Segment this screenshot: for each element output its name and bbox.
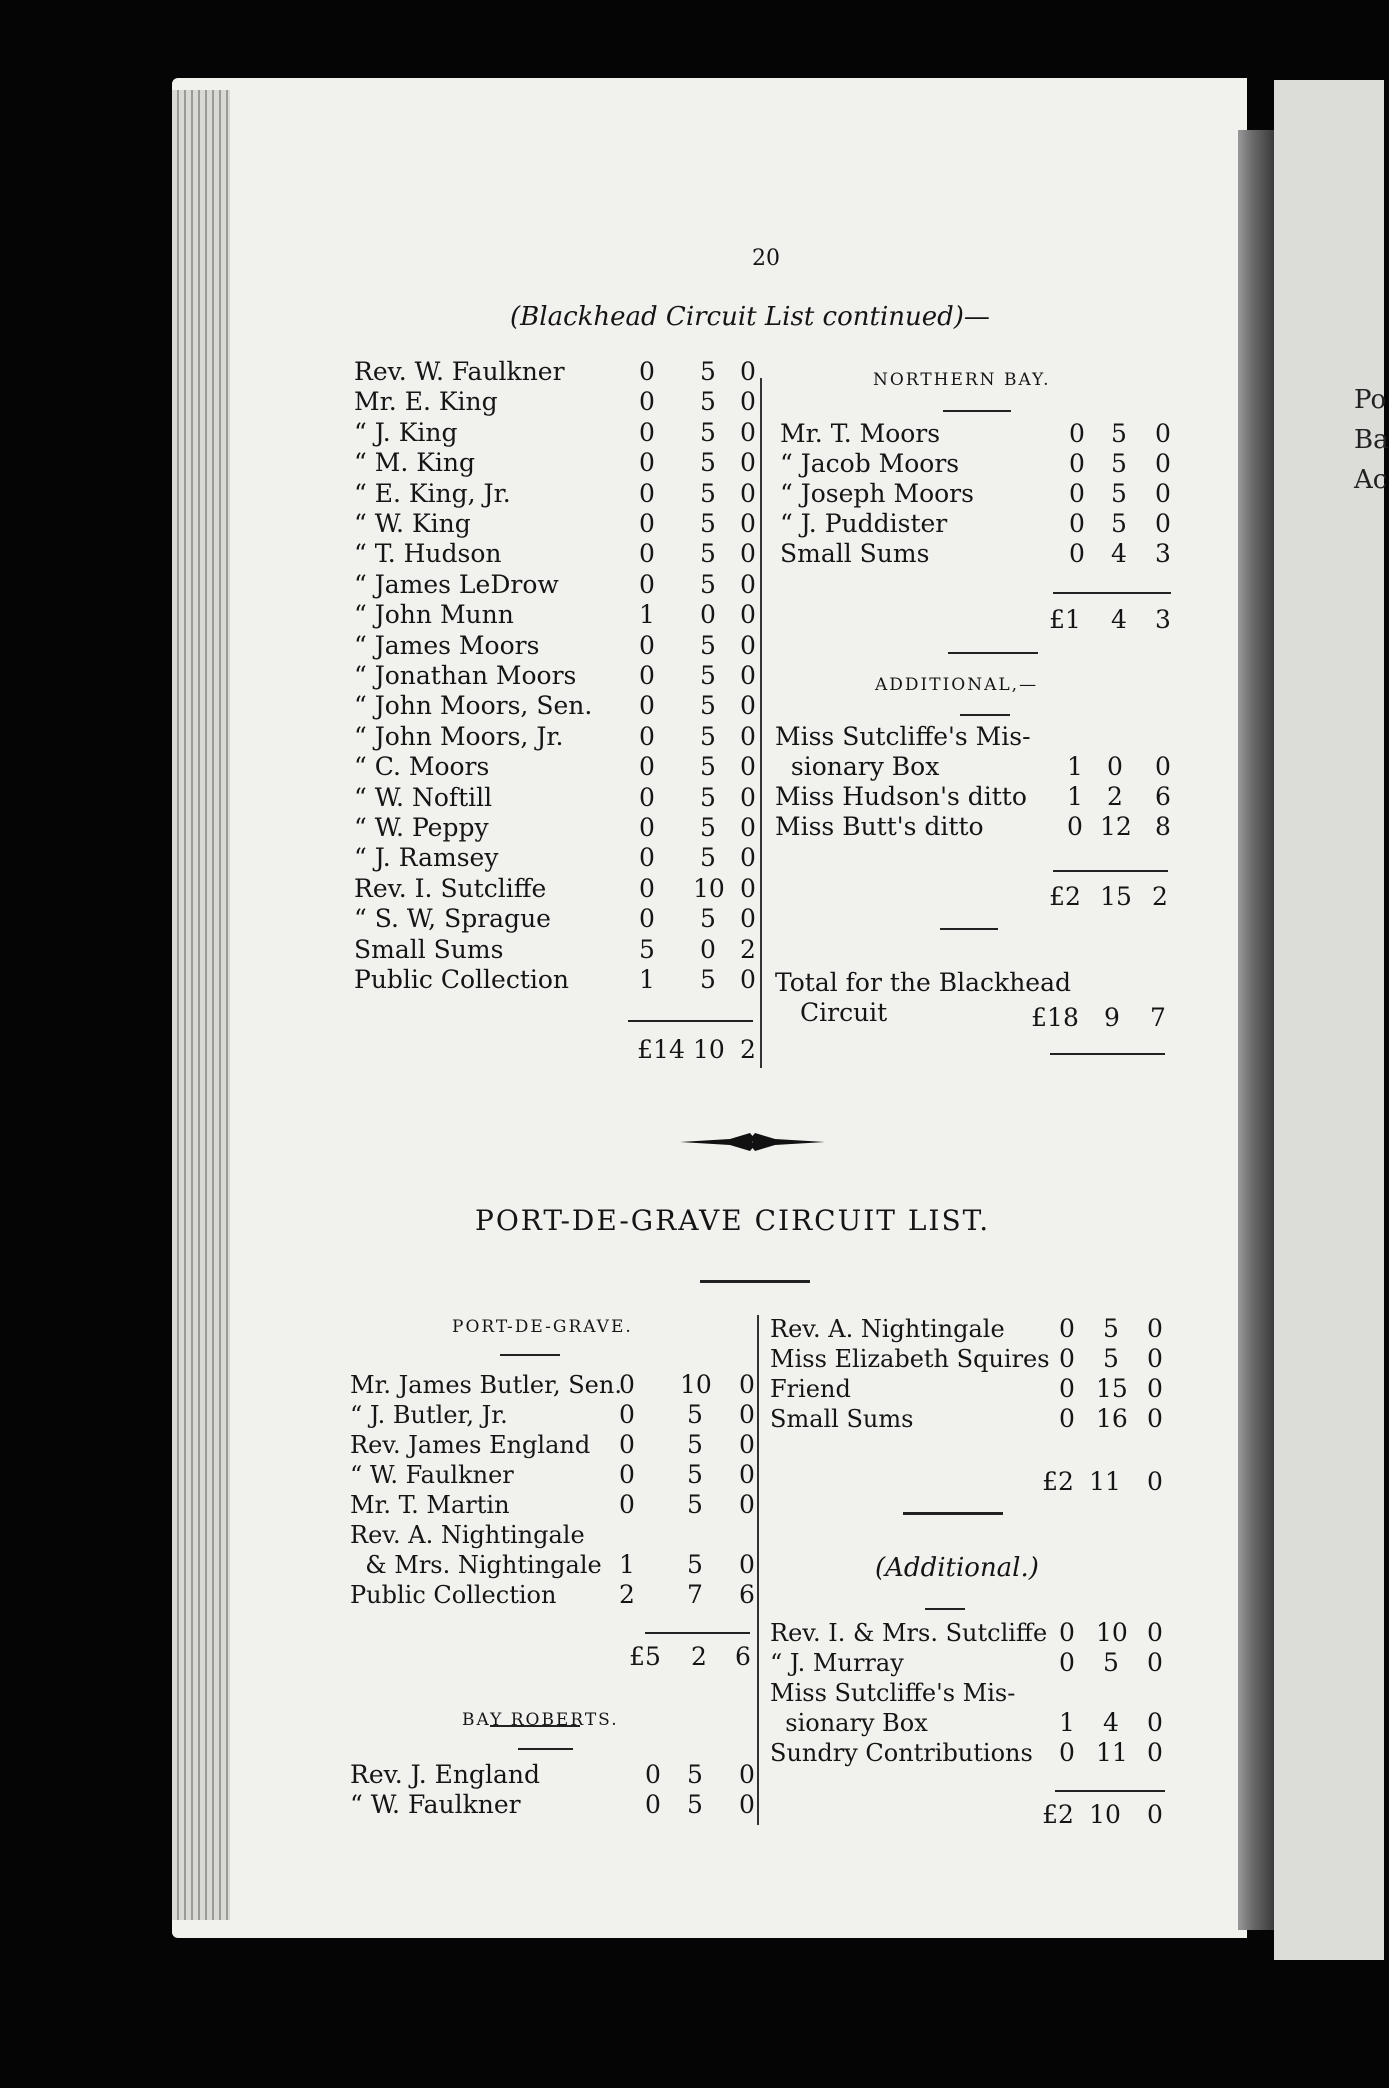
amount-pence: 0 xyxy=(739,1430,755,1459)
heading-rule xyxy=(960,714,1010,716)
entry-name: “ J. Puddister xyxy=(780,509,948,538)
continued-heading: (Blackhead Circuit List continued)— xyxy=(510,302,990,332)
amount-pence: 0 xyxy=(739,1460,755,1489)
amount-shillings: 2 xyxy=(1107,782,1123,811)
amount-pence: 0 xyxy=(740,478,756,508)
amount-shillings: 5 xyxy=(687,1400,703,1429)
amount-shillings: 5 xyxy=(700,478,716,508)
entry-name: “ J. King xyxy=(354,417,458,447)
amount-pence: 0 xyxy=(740,965,756,994)
amount-pounds: 0 xyxy=(639,478,655,508)
amount-pence: 0 xyxy=(1155,509,1171,538)
amount-shillings: 5 xyxy=(700,417,716,447)
entry-name: sionary Box xyxy=(775,752,940,781)
amount-pounds: 1 xyxy=(619,1550,635,1579)
amount-pence: 0 xyxy=(740,752,756,782)
section-rule xyxy=(940,928,998,930)
grand-total-pence: 7 xyxy=(1150,1003,1166,1032)
subtotal-shillings: 11 xyxy=(1089,1467,1121,1496)
entry-name: Rev. J. England xyxy=(350,1760,541,1789)
amount-shillings: 5 xyxy=(687,1550,703,1579)
amount-pence: 0 xyxy=(740,509,756,538)
amount-pence: 0 xyxy=(739,1490,755,1519)
amount-pounds: 0 xyxy=(639,417,655,447)
entry-name: “ M. King xyxy=(354,448,475,478)
total-pounds: £14 xyxy=(637,1035,685,1064)
ornament-divider xyxy=(680,1130,825,1154)
amount-shillings: 5 xyxy=(1103,1344,1119,1373)
next-page-fragment: Ac xyxy=(1354,465,1388,495)
subtotal-rule xyxy=(1053,592,1171,594)
amount-pence: 0 xyxy=(1147,1648,1163,1677)
amount-pounds: 0 xyxy=(639,569,655,599)
next-page-fragment: Po xyxy=(1354,385,1387,415)
entry-name: Rev. W. Faulkner xyxy=(354,357,565,386)
section-title: PORT-DE-GRAVE CIRCUIT LIST. xyxy=(475,1204,991,1237)
page-number: 20 xyxy=(752,246,780,271)
next-page-fragment: Ba xyxy=(1354,425,1389,455)
amount-shillings: 5 xyxy=(700,569,716,599)
entry-name: “ John Moors, Jr. xyxy=(354,721,564,751)
entry-name: Miss Sutcliffe's Mis- xyxy=(770,1679,1016,1707)
amount-shillings: 5 xyxy=(1103,1314,1119,1343)
amount-pounds: 0 xyxy=(619,1490,635,1519)
subtotal-pounds: £5 xyxy=(629,1642,661,1671)
amount-shillings: 4 xyxy=(1103,1708,1119,1737)
amount-shillings: 5 xyxy=(700,539,716,569)
subtotal-rule xyxy=(1053,870,1168,872)
amount-pence: 8 xyxy=(1155,812,1171,841)
amount-pounds: 0 xyxy=(639,813,655,842)
column-divider xyxy=(757,1315,759,1825)
grand-total-pounds: £18 xyxy=(1031,1003,1079,1032)
page-edges xyxy=(172,90,230,1920)
amount-pence: 0 xyxy=(1155,479,1171,508)
amount-pence: 0 xyxy=(740,813,756,842)
entry-name: Miss Elizabeth Squires xyxy=(770,1345,1050,1373)
entry-name: & Mrs. Nightingale xyxy=(350,1551,602,1579)
amount-shillings: 5 xyxy=(700,752,716,782)
subtotal-rule xyxy=(1055,1790,1165,1792)
amount-pounds: 1 xyxy=(1067,782,1083,811)
entry-name: Public Collection xyxy=(350,1581,557,1609)
amount-pounds: 0 xyxy=(645,1790,661,1819)
amount-shillings: 5 xyxy=(700,387,716,417)
grand-total-label-2: Circuit xyxy=(800,998,888,1027)
section-rule xyxy=(948,652,1038,654)
entry-name: “ Jonathan Moors xyxy=(354,661,577,690)
amount-pence: 0 xyxy=(740,873,756,903)
entry-name: Mr. T. Martin xyxy=(350,1491,510,1519)
amount-pence: 0 xyxy=(1147,1374,1163,1403)
entry-name: “ James LeDrow xyxy=(354,569,559,599)
entry-name: “ W. Faulkner xyxy=(350,1790,521,1819)
amount-pounds: 1 xyxy=(639,600,655,630)
amount-shillings: 0 xyxy=(700,934,716,964)
amount-shillings: 12 xyxy=(1100,812,1132,841)
heading-rule xyxy=(500,1354,560,1356)
entry-name: “ S. W, Sprague xyxy=(354,904,551,934)
entry-name: Rev. I. Sutcliffe xyxy=(354,873,547,903)
amount-shillings: 5 xyxy=(687,1490,703,1519)
amount-pounds: 0 xyxy=(1069,419,1085,448)
grand-total-rule xyxy=(1050,1053,1165,1055)
amount-pounds: 0 xyxy=(1059,1344,1075,1373)
entry-name: Mr. E. King xyxy=(354,387,498,417)
amount-shillings: 10 xyxy=(693,873,725,903)
amount-pounds: 2 xyxy=(619,1580,635,1609)
amount-pence: 0 xyxy=(740,539,756,569)
amount-pence: 0 xyxy=(1155,419,1171,448)
amount-pence: 2 xyxy=(740,934,756,964)
entry-name: “ J. Murray xyxy=(770,1649,904,1677)
amount-pounds: 0 xyxy=(639,873,655,903)
amount-shillings: 5 xyxy=(700,965,716,994)
subtotal-pence: 0 xyxy=(1147,1800,1163,1829)
amount-pounds: 5 xyxy=(639,934,655,964)
amount-pence: 0 xyxy=(739,1400,755,1429)
amount-pence: 0 xyxy=(740,387,756,417)
entry-name: Friend xyxy=(770,1375,851,1403)
amount-shillings: 5 xyxy=(700,448,716,478)
additional-heading-2: (Additional.) xyxy=(875,1553,1039,1583)
entry-name: “ W. Noftill xyxy=(354,782,493,812)
amount-shillings: 5 xyxy=(687,1430,703,1459)
amount-shillings: 10 xyxy=(1096,1618,1128,1647)
amount-pounds: 0 xyxy=(639,721,655,751)
amount-shillings: 5 xyxy=(700,357,716,386)
heading-rule xyxy=(943,410,1011,412)
subtotal-pounds: £1 xyxy=(1049,605,1081,634)
amount-pence: 0 xyxy=(740,630,756,660)
amount-pence: 0 xyxy=(1147,1708,1163,1737)
amount-pounds: 0 xyxy=(639,448,655,478)
amount-pence: 3 xyxy=(1155,539,1171,568)
amount-pence: 0 xyxy=(1147,1618,1163,1647)
amount-pounds: 0 xyxy=(619,1400,635,1429)
total-shillings: 10 xyxy=(693,1035,725,1064)
subtotal-shillings: 15 xyxy=(1100,882,1132,911)
amount-pence: 0 xyxy=(1155,752,1171,781)
entry-name: Miss Sutcliffe's Mis- xyxy=(775,722,1031,751)
amount-pounds: 1 xyxy=(639,965,655,994)
subtotal-rule xyxy=(645,1632,750,1634)
amount-shillings: 7 xyxy=(687,1580,703,1609)
amount-shillings: 5 xyxy=(1111,449,1127,478)
entry-name: “ W. Peppy xyxy=(354,813,489,842)
amount-pence: 0 xyxy=(740,661,756,690)
entry-name: Small Sums xyxy=(780,539,930,568)
subtotal-pence: 6 xyxy=(735,1642,751,1671)
amount-shillings: 5 xyxy=(1111,479,1127,508)
entry-name: Rev. A. Nightingale xyxy=(770,1315,1005,1343)
subtotal-pence: 3 xyxy=(1155,605,1171,634)
amount-shillings: 5 xyxy=(700,691,716,721)
amount-pence: 0 xyxy=(740,357,756,386)
amount-pounds: 1 xyxy=(1059,1708,1075,1737)
amount-pounds: 0 xyxy=(1069,509,1085,538)
amount-shillings: 5 xyxy=(700,630,716,660)
amount-pounds: 0 xyxy=(639,904,655,934)
amount-pence: 0 xyxy=(1147,1404,1163,1433)
amount-shillings: 5 xyxy=(687,1790,703,1819)
subtotal-pounds: £2 xyxy=(1049,882,1081,911)
amount-shillings: 5 xyxy=(1111,419,1127,448)
amount-shillings: 5 xyxy=(700,661,716,690)
entry-name: Mr. T. Moors xyxy=(780,419,941,448)
subtotal-shillings: 2 xyxy=(691,1642,707,1671)
amount-pence: 0 xyxy=(1147,1344,1163,1373)
amount-pounds: 0 xyxy=(1059,1404,1075,1433)
amount-pounds: 0 xyxy=(1069,539,1085,568)
amount-shillings: 16 xyxy=(1096,1404,1128,1433)
amount-shillings: 11 xyxy=(1096,1738,1128,1767)
entry-name: Mr. James Butler, Sen. xyxy=(350,1371,622,1399)
heading-rule xyxy=(518,1748,573,1750)
amount-pence: 0 xyxy=(740,721,756,751)
entry-name: Small Sums xyxy=(354,934,504,964)
subtotal-pence: 2 xyxy=(1152,882,1168,911)
amount-pounds: 0 xyxy=(639,357,655,386)
amount-pence: 0 xyxy=(739,1370,755,1399)
amount-shillings: 4 xyxy=(1111,539,1127,568)
amount-pounds: 0 xyxy=(619,1460,635,1489)
amount-pence: 0 xyxy=(1155,449,1171,478)
amount-pence: 0 xyxy=(740,600,756,630)
amount-shillings: 0 xyxy=(700,600,716,630)
amount-shillings: 5 xyxy=(687,1760,703,1789)
entry-name: “ W. Faulkner xyxy=(350,1461,514,1489)
amount-pounds: 1 xyxy=(1067,752,1083,781)
entry-name: Rev. James England xyxy=(350,1431,591,1459)
entry-name: “ J. Ramsey xyxy=(354,843,499,873)
amount-pence: 0 xyxy=(740,904,756,934)
amount-pounds: 0 xyxy=(639,691,655,721)
amount-shillings: 5 xyxy=(700,813,716,842)
entry-name: “ E. King, Jr. xyxy=(354,478,511,508)
amount-pence: 0 xyxy=(1147,1738,1163,1767)
entry-name: “ T. Hudson xyxy=(354,539,502,569)
amount-shillings: 5 xyxy=(700,904,716,934)
amount-pence: 0 xyxy=(739,1760,755,1789)
entry-name: Rev. I. & Mrs. Sutcliffe xyxy=(770,1619,1048,1647)
amount-shillings: 5 xyxy=(1111,509,1127,538)
entry-name: “ J. Butler, Jr. xyxy=(350,1401,508,1429)
entry-name: Public Collection xyxy=(354,965,570,994)
grand-total-label: Total for the Blackhead xyxy=(775,968,1071,997)
amount-pounds: 0 xyxy=(1059,1648,1075,1677)
amount-pounds: 0 xyxy=(1067,812,1083,841)
port-de-grave-heading: PORT-DE-GRAVE. xyxy=(452,1317,633,1337)
amount-pence: 0 xyxy=(1147,1314,1163,1343)
amount-pounds: 0 xyxy=(1069,449,1085,478)
amount-pence: 0 xyxy=(739,1550,755,1579)
amount-pounds: 0 xyxy=(1059,1618,1075,1647)
amount-shillings: 5 xyxy=(700,721,716,751)
amount-pence: 0 xyxy=(740,691,756,721)
amount-pence: 0 xyxy=(740,569,756,599)
amount-pounds: 0 xyxy=(645,1760,661,1789)
subtotal-pence: 0 xyxy=(1147,1467,1163,1496)
amount-shillings: 5 xyxy=(1103,1648,1119,1677)
amount-shillings: 0 xyxy=(1107,752,1123,781)
amount-pence: 0 xyxy=(740,843,756,873)
amount-pence: 0 xyxy=(739,1790,755,1819)
entry-name: Miss Hudson's ditto xyxy=(775,782,1027,811)
amount-pounds: 0 xyxy=(619,1370,635,1399)
entry-name: “ John Moors, Sen. xyxy=(354,691,593,721)
bay-roberts-heading: BAY ROBERTS. xyxy=(462,1710,619,1730)
entry-name: Sundry Contributions xyxy=(770,1739,1033,1767)
amount-pounds: 0 xyxy=(639,630,655,660)
amount-shillings: 5 xyxy=(700,509,716,538)
amount-pence: 6 xyxy=(1155,782,1171,811)
heading-rule xyxy=(925,1608,965,1610)
grand-total-shillings: 9 xyxy=(1104,1003,1120,1032)
entry-name: “ Joseph Moors xyxy=(780,479,974,508)
book-gutter xyxy=(1238,130,1274,1930)
amount-pence: 6 xyxy=(739,1580,755,1609)
amount-pounds: 0 xyxy=(639,752,655,782)
total-rule xyxy=(628,1020,753,1022)
amount-pounds: 0 xyxy=(639,661,655,690)
entry-name: Miss Butt's ditto xyxy=(775,812,984,841)
northern-bay-heading: NORTHERN BAY. xyxy=(873,370,1051,390)
amount-shillings: 5 xyxy=(700,843,716,873)
amount-shillings: 5 xyxy=(700,782,716,812)
amount-shillings: 5 xyxy=(687,1460,703,1489)
entry-name: “ Jacob Moors xyxy=(780,449,960,478)
subtotal-shillings: 10 xyxy=(1089,1800,1121,1829)
entry-name: Rev. A. Nightingale xyxy=(350,1521,585,1549)
entry-name: Small Sums xyxy=(770,1405,914,1433)
entry-name: “ C. Moors xyxy=(354,752,490,782)
amount-shillings: 15 xyxy=(1096,1374,1128,1403)
amount-pounds: 0 xyxy=(1069,479,1085,508)
section-rule xyxy=(903,1512,1003,1515)
subtotal-pounds: £2 xyxy=(1042,1467,1074,1496)
adjacent-page xyxy=(1274,80,1387,1960)
amount-pounds: 0 xyxy=(619,1430,635,1459)
amount-shillings: 10 xyxy=(680,1370,712,1399)
total-pence: 2 xyxy=(740,1035,756,1064)
amount-pounds: 0 xyxy=(1059,1738,1075,1767)
entry-name: sionary Box xyxy=(770,1709,928,1737)
additional-heading: ADDITIONAL,— xyxy=(875,675,1039,695)
amount-pounds: 0 xyxy=(639,509,655,538)
subtotal-pounds: £2 xyxy=(1042,1800,1074,1829)
column-divider xyxy=(760,378,762,1068)
amount-pence: 0 xyxy=(740,417,756,447)
amount-pounds: 0 xyxy=(639,782,655,812)
amount-pounds: 0 xyxy=(639,387,655,417)
entry-name: “ John Munn xyxy=(354,600,514,630)
amount-pounds: 0 xyxy=(639,843,655,873)
title-rule xyxy=(700,1280,810,1283)
entry-name: “ W. King xyxy=(354,509,471,538)
entry-name: “ James Moors xyxy=(354,630,540,660)
amount-pounds: 0 xyxy=(1059,1314,1075,1343)
amount-pounds: 0 xyxy=(1059,1374,1075,1403)
amount-pence: 0 xyxy=(740,782,756,812)
amount-pence: 0 xyxy=(740,448,756,478)
subtotal-shillings: 4 xyxy=(1111,605,1127,634)
amount-pounds: 0 xyxy=(639,539,655,569)
